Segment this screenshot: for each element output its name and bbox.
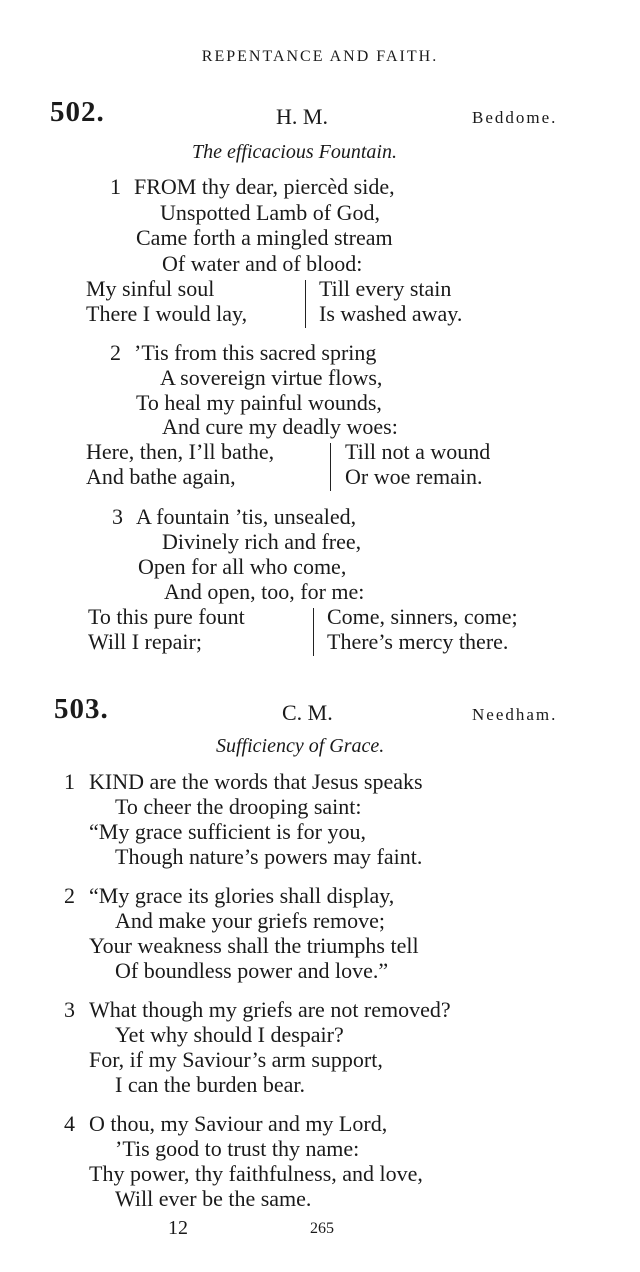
- hymn-502-verse-1-refrain-left: My sinful soul: [86, 276, 215, 301]
- refrain-divider: [305, 280, 306, 328]
- hymn-503-meter: C. M.: [282, 700, 333, 725]
- hymn-502-verse-1-refrain-left: There I would lay,: [86, 301, 248, 326]
- page-number: 265: [310, 1220, 334, 1237]
- hymn-502-number: 502.: [50, 96, 105, 128]
- hymn-503-verse-2-line: “My grace its glories shall display,: [89, 883, 395, 908]
- running-head: REPENTANCE AND FAITH.: [201, 48, 439, 65]
- hymn-502-verse-1-line: Unspotted Lamb of God,: [160, 200, 380, 225]
- hymn-502-verse-2-line: A sovereign virtue flows,: [160, 365, 383, 390]
- hymn-503-verse-4-line: ’Tis good to trust thy name:: [115, 1136, 360, 1161]
- hymn-503-verse-4-line: Thy power, thy faithfulness, and love,: [89, 1161, 423, 1186]
- hymn-502-verse-3-refrain-right: There’s mercy there.: [327, 629, 509, 654]
- hymn-502-verse-3-line: A fountain ’tis, unsealed,: [136, 504, 357, 529]
- hymn-502-verse-2-refrain-left: Here, then, I’ll bathe,: [86, 439, 275, 464]
- hymn-502-verse-3-line: Open for all who come,: [138, 554, 347, 579]
- hymn-503-verse-3-line: I can the burden bear.: [115, 1072, 305, 1097]
- hymn-502-verse-3-line: Divinely rich and free,: [162, 529, 362, 554]
- signature-mark: 12: [168, 1217, 188, 1239]
- hymn-503-verse-1-line: To cheer the drooping saint:: [115, 794, 362, 819]
- refrain-divider: [330, 443, 331, 491]
- hymn-502-verse-1-refrain-right: Is washed away.: [319, 301, 463, 326]
- hymn-502-verse-1-line: Of water and of blood:: [162, 251, 363, 276]
- hymn-503-subtitle: Sufficiency of Grace.: [216, 735, 385, 757]
- hymn-502-verse-3-number: 3: [112, 504, 123, 529]
- hymn-502-verse-3-line: And open, too, for me:: [164, 579, 365, 604]
- hymn-503-verse-1-line: KIND are the words that Jesus speaks: [89, 769, 423, 794]
- hymn-503-verse-2-line: Of boundless power and love.”: [115, 958, 389, 983]
- hymn-502-verse-2-refrain-left: And bathe again,: [86, 464, 236, 489]
- hymn-503-verse-2-line: And make your griefs remove;: [115, 908, 386, 933]
- hymn-503-verse-3-line: For, if my Saviour’s arm support,: [89, 1047, 383, 1072]
- hymn-502-verse-3-refrain-left: To this pure fount: [88, 604, 245, 629]
- hymn-502-verse-2-number: 2: [110, 340, 121, 365]
- refrain-divider: [313, 608, 314, 656]
- hymn-502-verse-2-line: And cure my deadly woes:: [162, 414, 398, 439]
- hymn-503-verse-3-line: What though my griefs are not removed?: [89, 997, 451, 1022]
- hymn-503-verse-4-line: Will ever be the same.: [115, 1186, 312, 1211]
- hymn-502-verse-3-refrain-left: Will I repair;: [88, 629, 202, 654]
- hymn-502-verse-2-refrain-right: Or woe remain.: [345, 464, 483, 489]
- hymn-502-meter: H. M.: [276, 104, 328, 129]
- hymn-502-verse-2-line: To heal my painful wounds,: [136, 390, 382, 415]
- hymn-503-verse-3-number: 3: [64, 997, 75, 1022]
- hymn-502-subtitle: The efficacious Fountain.: [192, 141, 397, 163]
- hymn-503-number: 503.: [54, 693, 109, 725]
- hymn-503-verse-3-line: Yet why should I despair?: [115, 1022, 344, 1047]
- hymn-502-verse-1-refrain-right: Till every stain: [319, 276, 452, 301]
- hymn-503-verse-2-number: 2: [64, 883, 75, 908]
- hymn-502-verse-2-line: ’Tis from this sacred spring: [134, 340, 377, 365]
- hymn-503-composer: Needham.: [472, 705, 558, 724]
- hymn-503-verse-1-line: Though nature’s powers may faint.: [115, 844, 423, 869]
- hymn-503-verse-1-line: “My grace sufficient is for you,: [89, 819, 366, 844]
- hymn-502-verse-2-refrain-right: Till not a wound: [345, 439, 491, 464]
- hymn-502-verse-3-refrain-right: Come, sinners, come;: [327, 604, 518, 629]
- hymn-502-verse-1-line: Came forth a mingled stream: [136, 225, 393, 250]
- hymn-503-verse-4-line: O thou, my Saviour and my Lord,: [89, 1111, 388, 1136]
- hymn-502-verse-1-number: 1: [110, 174, 121, 199]
- hymn-502-composer: Beddome.: [472, 108, 558, 127]
- hymn-503-verse-2-line: Your weakness shall the triumphs tell: [89, 933, 419, 958]
- hymn-503-verse-4-number: 4: [64, 1111, 75, 1136]
- hymn-502-verse-1-line: FROM thy dear, piercèd side,: [134, 174, 395, 199]
- hymn-503-verse-1-number: 1: [64, 769, 75, 794]
